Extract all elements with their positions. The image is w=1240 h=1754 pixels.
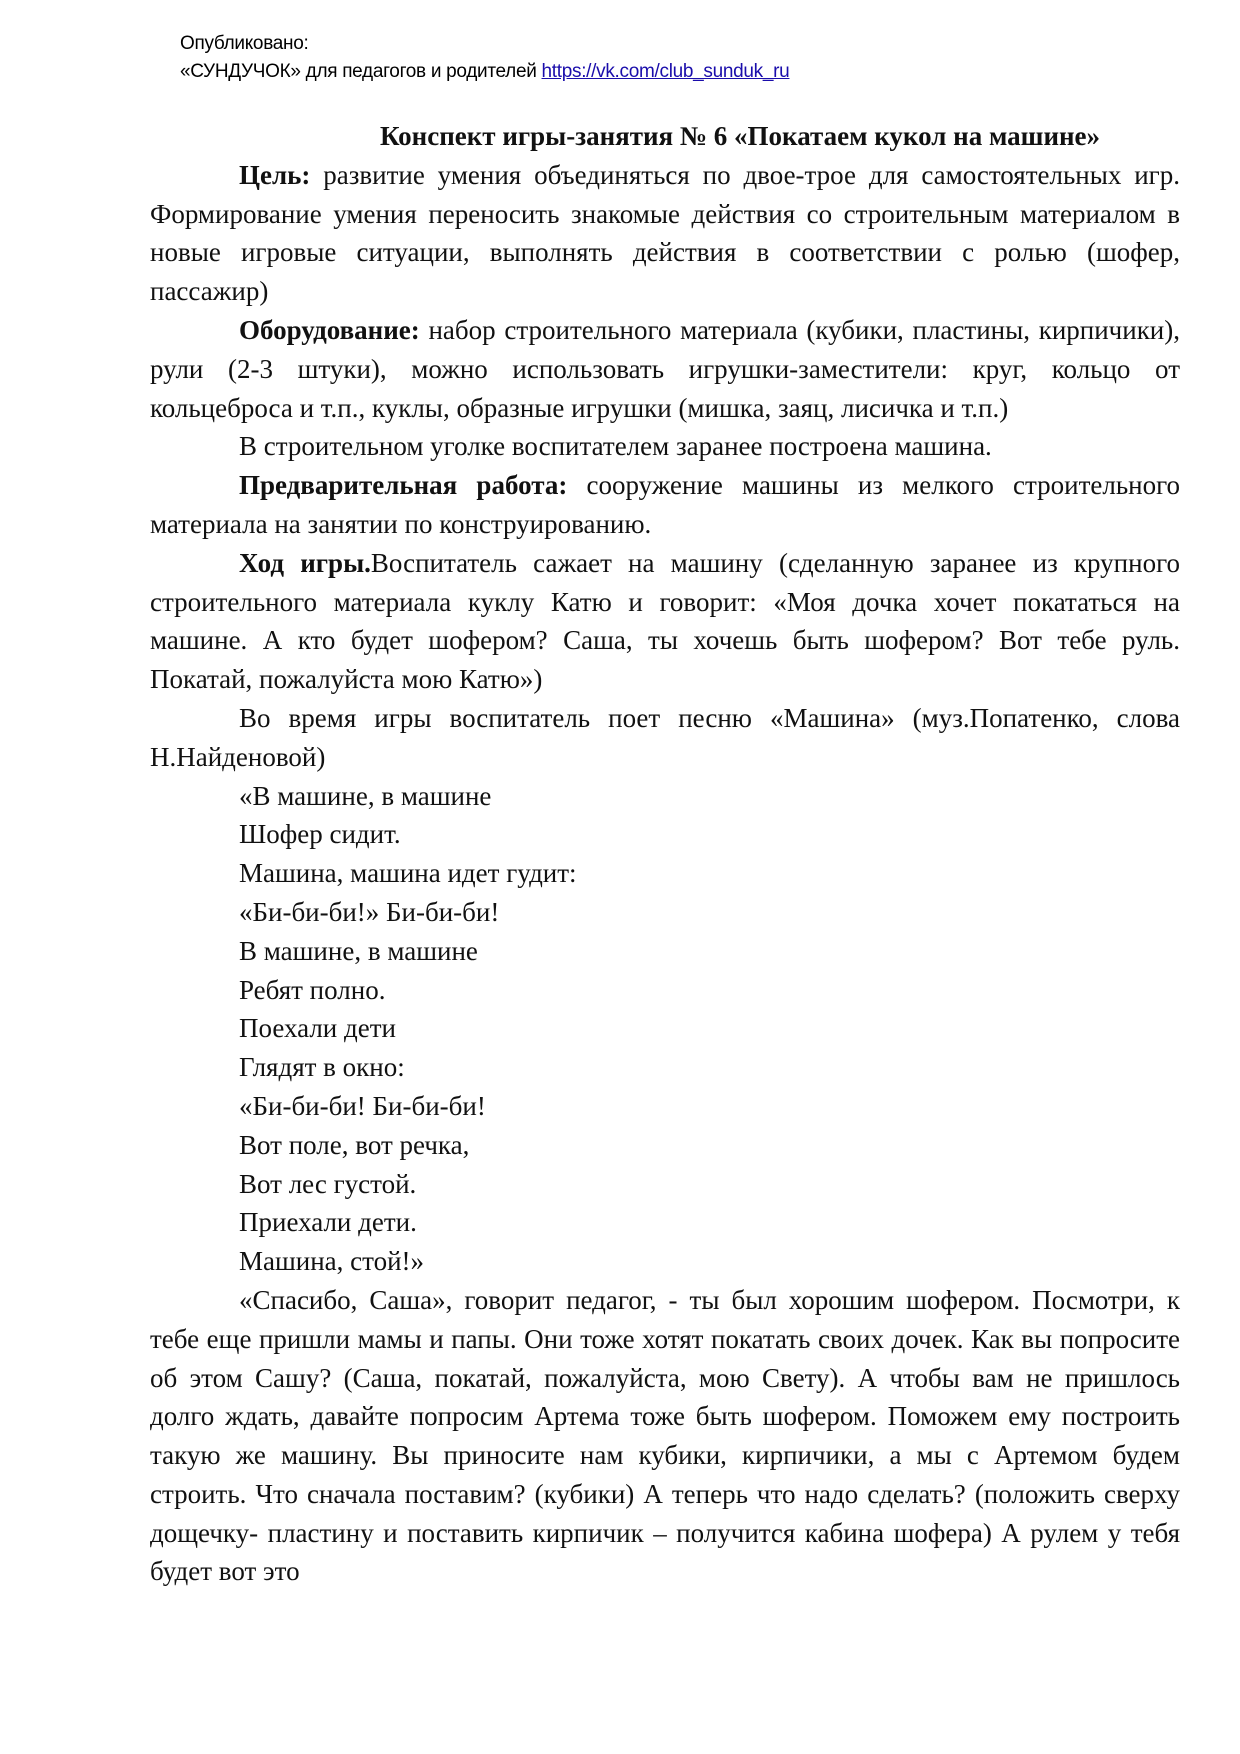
song-poem	[150, 777, 1180, 1281]
poem-line: Машина, машина идет гудит:	[239, 858, 577, 889]
source-text: «СУНДУЧОК» для педагогов и родителей	[180, 61, 537, 82]
progress-text: Воспитатель сажает на машину (сделанную заранее из крупного строительного материала куклу Катю и говорит: «Моя дочка хочет покататься на машине. А кто будет шофером? Саша, ты хочешь быть шофером? Вот тебе руль. Покатай, пожалуйста мою Катю»)	[150, 547, 1180, 695]
poem-line: Ребят полно.	[239, 974, 386, 1005]
goal-label: Цель:	[239, 159, 311, 190]
poem-line: Шофер сидит.	[239, 819, 401, 850]
song-intro-paragraph: Во время игры воспитатель поет песню «Машина» (муз.Попатенко, слова Н.Найденовой)	[150, 702, 1180, 772]
goal-paragraph	[150, 156, 1180, 311]
poem-line: «В машине, в машине	[239, 780, 492, 811]
prework-paragraph	[150, 466, 1180, 544]
poem-line: «Би-би-би!» Би-би-би!	[239, 896, 500, 927]
progress-paragraph	[150, 544, 1180, 699]
poem-line: Вот лес густой.	[239, 1168, 417, 1199]
source-line	[180, 58, 789, 86]
poem-line: Приехали дети.	[239, 1207, 417, 1238]
poem-line: «Би-би-би! Би-би-би!	[239, 1090, 486, 1121]
closing-paragraph: «Спасибо, Саша», говорит педагог, - ты был хорошим шофером. Посмотри, к тебе еще пришли мамы и папы. Они тоже хотят покатать своих дочек. Как вы попросите об этом Сашу? (Саша, покатай, пожалуйста, мою Свету). А чтобы вам не пришлось долго ждать, давайте попросим Артема тоже быть шофером. Поможем ему построить такую же машину. Вы приносите нам кубики, кирпичики, а мы с Артемом будем строить. Что сначала поставим? (кубики) А теперь что надо сделать? (положить сверху дощечку- пластину и поставить кирпичик – получится кабина шофера) А рулем у тебя будет вот это	[150, 1284, 1180, 1587]
prework-text: сооружение машины из мелкого строительного материала на занятии по конструированию.	[150, 470, 1180, 539]
document-body	[150, 117, 1180, 1591]
poem-line: Глядят в окно:	[239, 1052, 405, 1083]
vk-link[interactable]: https://vk.com/club_sunduk_ru	[541, 61, 790, 82]
poem-line: Вот поле, вот речка,	[239, 1129, 470, 1160]
publication-header	[180, 30, 789, 86]
poem-line: Поехали дети	[239, 1013, 396, 1044]
corner-paragraph: В строительном уголке воспитателем заранее построена машина.	[239, 431, 992, 462]
document-title: Конспект игры-занятия № 6 «Покатаем кукол на машине»	[379, 121, 1101, 151]
prework-label: Предварительная работа:	[239, 470, 568, 501]
progress-label: Ход игры.	[239, 547, 371, 578]
equipment-text: набор строительного материала (кубики, пластины, кирпичики), рули (2-3 штуки), можно использовать игрушки-заместители: круг, кольцо от кольцеброса и т.п., куклы, образные игрушки (мишка, заяц, лисичка и т.п.)	[150, 314, 1180, 423]
poem-line: В машине, в машине	[239, 935, 478, 966]
equipment-paragraph	[150, 311, 1180, 427]
poem-line: Машина, стой!»	[239, 1246, 425, 1277]
goal-text: развитие умения объединяться по двое-трое для самостоятельных игр. Формирование умения переносить знакомые действия со строительным материалом в новые игровые ситуации, выполнять действия в соответствии с ролью (шофер, пассажир)	[150, 159, 1180, 307]
published-label: Опубликовано:	[180, 33, 309, 54]
equipment-label: Оборудование:	[239, 314, 420, 345]
